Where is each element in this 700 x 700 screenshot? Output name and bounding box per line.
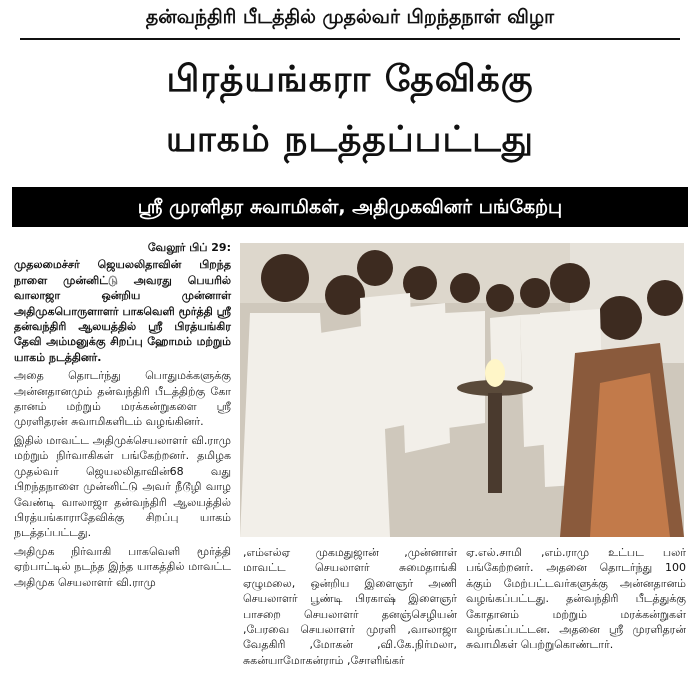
left-column	[14, 240, 231, 593]
right-column	[466, 545, 686, 656]
headline-line-1: பிரத்யங்கரா தேவிக்கு	[166, 59, 534, 100]
body-paragraph: ,எம்எல்ஏ முகமதுஜான் ,முன்னாள் மாவட்ட செயலாளர் சுமைதாங்கி ஏழுமலை, ஒன்றிய இளைஞர் அணி செயலாளர் பூண்டி பிரகாஷ் இளைஞர் பாசறை செயலாளர் தனஞ்செழியன் ,பேரவை செயலாளர் முரளி ,வாலாஜா வேதகிரி ,மோகன் ,வி.கே.நிர்மலா, சுகன்யாமோகன்ராம் ,சோளிங்கர்	[243, 546, 457, 667]
dateline: வேலூர் பிப் 29:	[147, 241, 231, 254]
body-paragraph: அதிமுக நிர்வாகி பாகவெளி மூர்த்தி ஏற்பாட்டில் நடந்த இந்த யாகத்தில் மாவட்ட அதிமுக செயலாளர் வி.ராமு	[14, 544, 231, 589]
middle-column	[243, 545, 457, 671]
lead-paragraph: முதலமைச்சர் ஜெயலலிதாவின் பிறந்த நாளை முன்னிட்டு அவரது பெயரில் வாலாஜா ஒன்றிய முன்னாள் அதிமுகபொருளாளர் பாகவெளி மூர்த்தி ஸ்ரீ தன்வந்திரி ஆலயத்தில் ஸ்ரீ பிரத்யங்கிர தேவி அம்மனுக்கு சிறப்பு ஹோமம் மற்றும் யாகம் நடத்தினர்.	[14, 258, 231, 364]
kicker-divider	[20, 38, 680, 40]
headline-line-2: யாகம் நடத்தப்பட்டது	[166, 119, 534, 160]
body-paragraph: இதில் மாவட்ட அதிமுக்செயலாளர் வி.ராமு மற்றும் நிர்வாகிகள் பங்கேற்றனர். தமிழக முதல்வர் ஜெயலலிதாவின்68 வது பிறந்தநாளை முன்னிட்டு அவர் நீடூழி வாழ வேண்டி வாலாஜா தன்வந்திரி ஆலயத்தில் பிரத்யங்காராதேவிக்கு சிறப்பு யாகம் நடத்தப்பட்டது.	[14, 433, 231, 540]
news-photo	[240, 243, 684, 537]
body-paragraph: ஏ.எல்.சாமி ,எம்.ராமு உட்பட பலர் பங்கேற்றனர். அதனை தொடர்ந்து 100 க்கும் மேற்பட்டவர்களுக்கு அன்னதானம் வழங்கப்பட்டது. தன்வந்திரி பீடத்துக்கு கோதானம் மற்றும் மரக்கன்றுகள் வழங்கப்பட்டன. அதனை ஸ்ரீ முரளிதரன் சுவாமிகள் பெற்றுகொண்டார்.	[466, 546, 686, 652]
kicker: தன்வந்திரி பீடத்தில் முதல்வர் பிறந்தநாள் விழா	[145, 6, 555, 28]
body-paragraph: அதை தொடர்ந்து பொதுமக்களுக்கு அன்னதானமும் தன்வந்திரி பீடத்திற்கு கோ தானம் மற்றும் மரக்கன்றுகளை ஸ்ரீ முரளிதரன் சுவாமிகளிடம் வழங்கினர்.	[14, 369, 231, 429]
subheadline-banner: ஸ்ரீ முரளிதர சுவாமிகள், அதிமுகவினர் பங்கேற்பு	[12, 187, 688, 227]
